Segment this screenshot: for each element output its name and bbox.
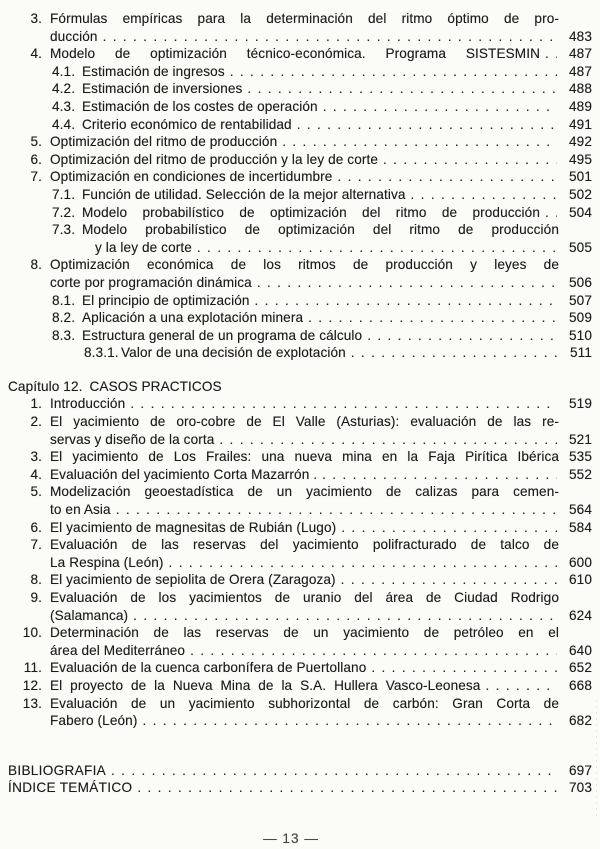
toc-entry (8, 571, 592, 589)
dot-leader (169, 554, 557, 572)
toc-entry-number: 7.3. (52, 222, 76, 238)
toc-entry-page: 519 (569, 396, 592, 412)
toc-entry-number: 7.1. (52, 186, 76, 202)
toc-entry-text: El yacimiento de Los Frailes: una nueva mina en la Faja Pirítica Ibérica (50, 449, 559, 465)
toc-entry-lastline (50, 607, 559, 625)
toc-entry-page: 504 (569, 204, 592, 220)
toc-entry-text: La Respina (León) (50, 554, 164, 570)
dot-leader (322, 466, 557, 484)
back-matter-page: 697 (569, 762, 592, 778)
dot-leader (545, 45, 557, 63)
toc-entry-lastline (82, 292, 559, 310)
dot-leader (297, 116, 557, 134)
toc-entry-text: Fabero (León) (50, 713, 138, 729)
toc-entry-lastline (50, 466, 559, 484)
dot-leader (545, 204, 557, 222)
toc-entry-number: 8. (30, 257, 42, 273)
toc-entry-lastline (82, 327, 559, 345)
toc-entry-number: 5. (30, 484, 42, 500)
toc-entry-lastline (50, 554, 559, 572)
toc-entry-body (50, 413, 559, 448)
toc-entry-lastline (50, 151, 559, 169)
toc-entry-body (50, 536, 559, 571)
toc-entry (8, 677, 592, 695)
toc-entry-number: 6. (30, 519, 42, 535)
toc-entry-text: Determinación de las reservas de un yacimiento de petróleo en el (50, 625, 559, 641)
dot-leader (341, 519, 557, 537)
toc-entry-page: 495 (569, 151, 592, 167)
toc-entry-page: 564 (569, 502, 592, 518)
toc-entry-text: Evaluación de la cuenca carbonífera de Puertollano (50, 660, 367, 676)
toc-entry-body (50, 589, 559, 624)
toc-entry-text: Criterio económico de rentabilidad (82, 116, 292, 132)
toc-entry-lastline (50, 168, 559, 186)
toc-entry-page: 501 (569, 169, 592, 185)
toc-entry (8, 466, 592, 484)
toc-entry-page: 487 (569, 46, 592, 62)
toc-entry-page: 510 (569, 327, 592, 343)
toc-entry-lastline (50, 659, 559, 677)
toc-entry-lastline (50, 519, 559, 537)
dot-leader (351, 344, 557, 362)
toc-entry-number: 7. (30, 537, 42, 553)
toc-entry (8, 413, 592, 448)
toc-entry-body (50, 466, 559, 484)
toc-entry-text: (Salamanca) (50, 607, 129, 623)
toc-entry-text: Modelo de optimización técnico-económica. Programa SISTESMIN (50, 46, 540, 62)
toc-section-chapter12 (8, 395, 592, 729)
toc-entry-body (82, 80, 559, 98)
dot-leader (383, 151, 557, 169)
toc-entry-page: 492 (569, 134, 592, 150)
toc-entry-number: 2. (30, 414, 42, 430)
toc-entry-number: 5. (30, 134, 42, 150)
toc-entry-text: Modelización geoestadística de un yacimiento de calizas para cemen- (50, 484, 559, 500)
toc-entry (8, 448, 592, 466)
chapter-heading-label: Capítulo 12. (8, 378, 83, 394)
toc-entry-text: Evaluación de un yacimiento subhorizontal de carbón: Gran Corta de (50, 695, 559, 711)
toc-entry-page: 511 (570, 345, 592, 361)
toc-entry-text: El principio de optimización (82, 292, 250, 308)
toc-entry-lastline (50, 395, 559, 413)
toc-entry-number: 13. (22, 695, 42, 711)
toc-entry-page: 682 (569, 713, 592, 729)
back-matter-label: BIBLIOGRAFIA (8, 762, 107, 778)
toc-section-chapter11 (8, 10, 592, 362)
toc-entry-page: 624 (569, 607, 592, 623)
toc-entry-body (50, 10, 559, 45)
toc-entry-text: área del Mediterráneo (50, 642, 186, 658)
toc-entry-page: 507 (569, 292, 592, 308)
dot-leader (190, 642, 557, 660)
toc-entry-page: 640 (569, 642, 592, 658)
toc-entry-lastline (50, 501, 559, 519)
toc-entry-text: y la ley de corte (95, 239, 192, 255)
chapter-heading-title: CASOS PRACTICOS (89, 378, 222, 394)
toc-entry (8, 204, 592, 222)
toc-entry-text: Estructura general de un programa de cálculo (82, 327, 363, 343)
dot-leader (137, 779, 557, 797)
toc-entry-number: 4.2. (52, 81, 76, 97)
dot-leader (485, 677, 557, 695)
toc-entry-number: 4.4. (52, 116, 76, 132)
toc-entry-text: corte por programación dinámica (50, 274, 252, 290)
toc-entry-lastline (82, 204, 559, 222)
toc-entry-page: 652 (569, 660, 592, 676)
toc-entry-body (50, 483, 559, 518)
dot-leader (257, 274, 557, 292)
toc-entry (8, 536, 592, 571)
toc-entry (8, 395, 592, 413)
toc-entry (8, 695, 592, 730)
dot-leader (103, 28, 557, 46)
toc-entry-body (82, 204, 559, 222)
toc-entry-page: 668 (569, 677, 592, 693)
toc-entry-lastline (50, 448, 559, 466)
page-footer: — 13 — (263, 830, 319, 846)
toc-entry-page: 584 (569, 519, 592, 535)
dot-leader (255, 292, 557, 310)
toc-entry-text: Estimación de los costes de operación (82, 98, 318, 114)
toc-entry-text: servas y diseño de la corta (50, 431, 215, 447)
toc-entry-number: 9. (30, 590, 42, 605)
dot-leader (308, 309, 557, 327)
toc-entry-page: 600 (569, 554, 592, 570)
toc-entry-text: Valor de una decisión de explotación (121, 345, 346, 361)
toc-entry-lastline (82, 239, 559, 257)
toc-entry-text: Modelo probabilístico de optimización del ritmo de producción (82, 204, 540, 220)
toc-entry-lastline (50, 712, 559, 730)
toc-entry (8, 45, 592, 63)
toc-entry-page: 502 (569, 186, 592, 202)
toc-entry-body (50, 659, 559, 677)
toc-entry (8, 80, 592, 98)
toc-entry-lastline (82, 186, 559, 204)
dot-leader (197, 239, 557, 257)
dot-leader (411, 186, 557, 204)
toc-entry-text: Aplicación a una explotación minera (82, 310, 304, 326)
toc-entry-number: 3. (30, 11, 42, 26)
toc-entry-body (50, 168, 559, 186)
toc-entry-text: ducción (50, 28, 98, 44)
dot-leader (367, 327, 557, 345)
toc-entry-text: El yacimiento de oro-cobre de El Valle (Asturias): evaluación de las re- (50, 414, 559, 430)
toc-entry-page: 491 (569, 116, 592, 132)
toc-entry-text: Estimación de inversiones (82, 81, 243, 97)
toc-entry-lastline (50, 431, 559, 449)
toc-entry-number: 8.1. (52, 292, 76, 308)
toc-entry-body (121, 344, 559, 362)
toc-entry-lastline (82, 98, 559, 116)
toc-entry-lastline (121, 344, 559, 362)
toc-entry (8, 519, 592, 537)
toc-entry-number: 7.2. (52, 204, 76, 220)
toc-entry (8, 589, 592, 624)
toc-entry-page: 506 (569, 274, 592, 290)
toc-entry-lastline (82, 63, 559, 81)
toc-entry-text: Optimización del ritmo de producción y la ley de corte (50, 151, 379, 167)
toc-entry-text: Evaluación de las reservas del yacimiento polifracturado de talco de (50, 537, 559, 553)
toc-entry (8, 168, 592, 186)
toc-entry-text: Estimación de ingresos (82, 63, 225, 79)
toc-entry-number: 8.3.1. (84, 345, 119, 361)
toc-entry (8, 327, 592, 345)
dot-leader (371, 659, 557, 677)
toc-entry-body (82, 309, 559, 327)
toc-entry (8, 659, 592, 677)
toc-entry-number: 7. (30, 169, 42, 185)
toc-entry-text: Fórmulas empíricas para la determinación del ritmo óptimo de pro- (50, 11, 559, 26)
dot-leader (111, 762, 557, 780)
toc-entry-number: 8.3. (52, 327, 76, 343)
toc-entry-number: 4. (30, 466, 42, 482)
toc-entry-body (50, 519, 559, 537)
toc-entry-text: Modelo probabilístico de optimización del ritmo de producción (82, 222, 559, 238)
toc-entry-page: 483 (569, 28, 592, 44)
toc-entry-lastline (82, 309, 559, 327)
toc-entry-page: 505 (569, 239, 592, 255)
toc-entry-page: 487 (569, 63, 592, 79)
dot-leader (337, 168, 557, 186)
dot-leader (230, 63, 557, 81)
toc-entry-number: 11. (23, 660, 42, 676)
toc-entry-body (50, 45, 559, 63)
toc-entry-body (50, 448, 559, 466)
toc-entry-text: El yacimiento de sepiolita de Orera (Zaragoza) (50, 572, 336, 588)
toc-entry-body (50, 256, 559, 291)
dot-leader (341, 571, 557, 589)
dot-leader (142, 712, 557, 730)
toc-entry-page: 521 (569, 431, 592, 447)
toc-entry (8, 256, 592, 291)
toc-entry (8, 624, 592, 659)
dot-leader (247, 80, 557, 98)
toc-entry-text: El proyecto de la Nueva Mina de la S.A. Hullera Vasco-Leonesa (50, 677, 481, 693)
toc-entry-number: 12. (22, 677, 42, 693)
back-matter-label: ÍNDICE TEMÁTICO (8, 780, 133, 796)
toc-entry-page: 509 (569, 310, 592, 326)
toc-entry-lastline (50, 571, 559, 589)
toc-entry-text: Optimización económica de los ritmos de producción y leyes de (50, 257, 559, 273)
dot-leader (323, 98, 557, 116)
toc-entry-page: 552 (569, 466, 592, 482)
dot-leader (282, 133, 557, 151)
toc-entry (8, 483, 592, 518)
toc-entry-lastline (50, 642, 559, 660)
toc-entry-text: Optimización del ritmo de producción (50, 134, 278, 150)
toc-entry-body (82, 116, 559, 134)
toc-entry-body (82, 221, 559, 256)
toc-entry-body (50, 624, 559, 659)
toc-entry-body (50, 395, 559, 413)
toc-entry-number: 8. (30, 572, 42, 588)
back-matter-entry (8, 779, 592, 797)
toc-entry-text: El yacimiento de magnesitas de Rubián (Lugo) (50, 519, 337, 535)
scan-edge-artifact (596, 700, 597, 820)
toc-entry-text: to en Asia (50, 502, 111, 518)
toc-entry-body (50, 133, 559, 151)
toc-entry-lastline (50, 28, 559, 46)
toc-entry-page: 488 (569, 81, 592, 97)
toc-entry-body (50, 151, 559, 169)
toc-entry (8, 63, 592, 81)
toc-entry-number: 4. (30, 46, 42, 62)
toc-entry (8, 10, 592, 45)
toc-entry (8, 116, 592, 134)
back-matter-entry (8, 762, 592, 780)
toc-entry-number: 3. (30, 449, 42, 465)
dot-leader (219, 431, 557, 449)
toc-entry (8, 98, 592, 116)
toc-entry (8, 151, 592, 169)
toc-entry-number: 4.1. (52, 63, 76, 79)
toc-entry-lastline (50, 274, 559, 292)
toc-entry-page: 489 (569, 98, 592, 114)
toc-entry-number: 6. (30, 151, 42, 167)
toc-entry-body (82, 63, 559, 81)
toc-entry (8, 292, 592, 310)
toc-entry-text: Función de utilidad. Selección de la mejor alternativa (82, 186, 406, 202)
toc-entry-lastline (82, 80, 559, 98)
toc-entry-lastline (50, 133, 559, 151)
toc-entry-body (50, 695, 559, 730)
toc-entry-text: Optimización en condiciones de incertidumbre (50, 169, 333, 185)
toc-entry-number: 4.3. (52, 98, 76, 114)
toc-entry-text: Introducción (50, 396, 126, 412)
toc-entry-number: 8.2. (52, 310, 76, 326)
toc-entry-body (82, 98, 559, 116)
toc-entry (8, 221, 592, 256)
toc-entry-number: 10. (22, 625, 42, 641)
toc-entry-text: Evaluación del yacimiento Corta Mazarrón . (50, 466, 318, 482)
dot-leader (133, 607, 557, 625)
toc-entry-body (82, 327, 559, 345)
toc-entry-number: 1. (30, 396, 42, 412)
toc-entry (8, 309, 592, 327)
toc-entry-lastline (50, 45, 559, 63)
toc-entry-body (82, 292, 559, 310)
dot-leader (116, 501, 557, 519)
toc-entry (8, 133, 592, 151)
toc-entry-body (50, 571, 559, 589)
back-matter-page: 703 (569, 780, 592, 796)
dot-leader (130, 395, 557, 413)
chapter-12-heading (8, 378, 592, 396)
toc-entry-page: 535 (569, 449, 592, 465)
toc-entry-page: 610 (569, 572, 592, 588)
toc-entry-lastline (50, 677, 559, 695)
toc-entry (8, 344, 592, 362)
toc-entry (8, 186, 592, 204)
back-matter (8, 762, 592, 797)
toc-entry-body (50, 677, 559, 695)
toc-entry-text: Evaluación de los yacimientos de uranio del área de Ciudad Rodrigo (50, 590, 559, 605)
toc-entry-body (82, 186, 559, 204)
toc-entry-lastline (82, 116, 559, 134)
